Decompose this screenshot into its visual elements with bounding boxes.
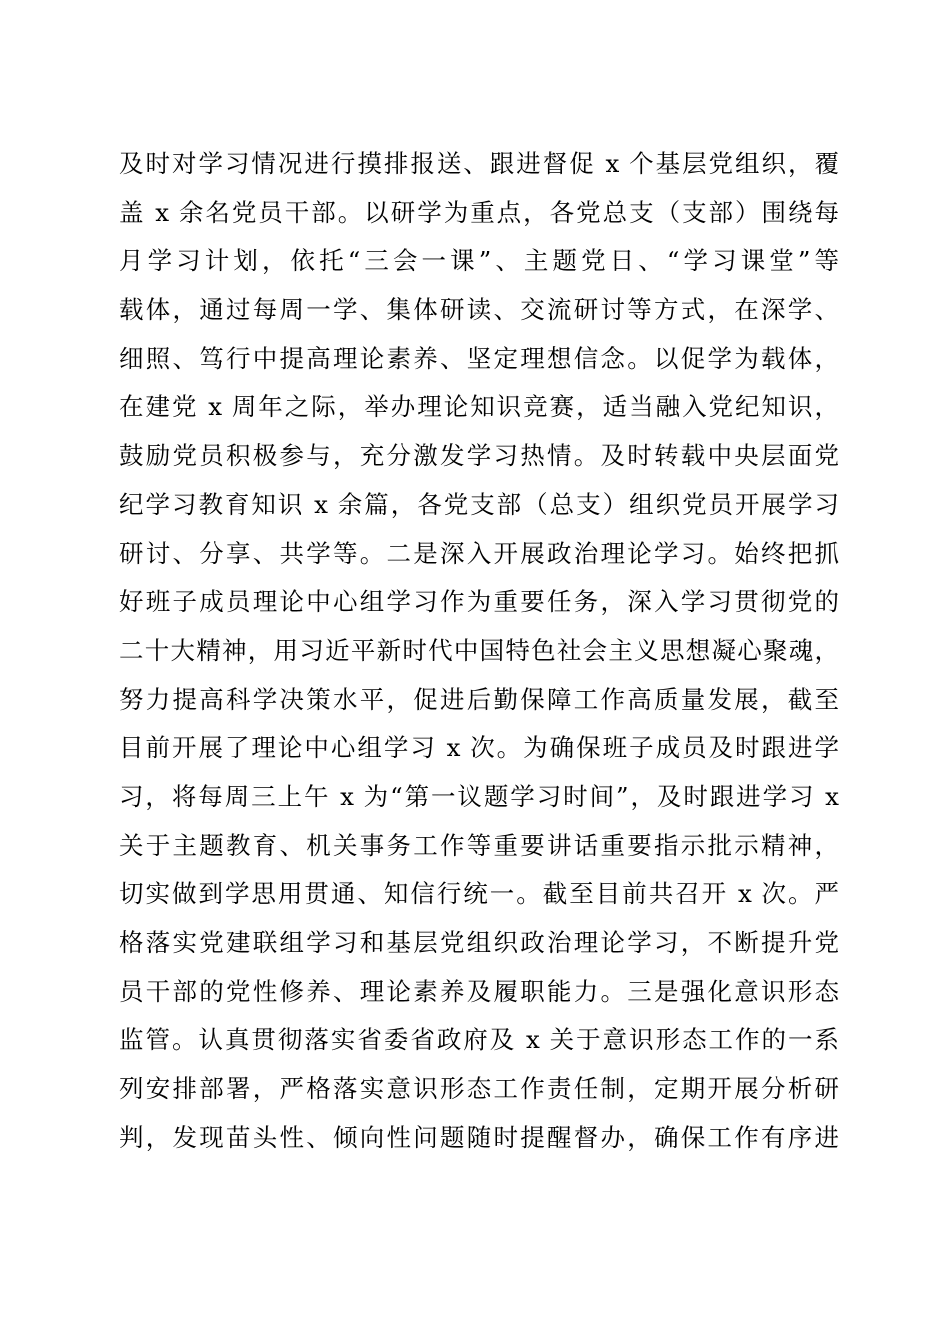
text-line: 细照、笃行中提高理论素养、坚定理想信念。以促学为载体， — [119, 343, 839, 373]
text-line: 在建党 x 周年之际，举办理论知识竞赛，适当融入党纪知识， — [119, 392, 839, 422]
text-line: 努力提高科学决策水平，促进后勤保障工作高质量发展，截至 — [119, 684, 839, 714]
text-line: 月学习计划，依托“三会一课”、主题党日、“学习课堂”等 — [119, 246, 839, 276]
body-text — [119, 140, 839, 1162]
text-line: 鼓励党员积极参与，充分激发学习热情。及时转载中央层面党 — [119, 441, 839, 471]
text-line: 盖 x 余名党员干部。以研学为重点，各党总支（支部）围绕每 — [119, 197, 839, 227]
text-line: 目前开展了理论中心组学习 x 次。为确保班子成员及时跟进学 — [119, 733, 839, 763]
text-line: 员干部的党性修养、理论素养及履职能力。三是强化意识形态 — [119, 976, 839, 1006]
text-line: 二十大精神，用习近平新时代中国特色社会主义思想凝心聚魂， — [119, 635, 839, 665]
text-line: 及时对学习情况进行摸排报送、跟进督促 x 个基层党组织，覆 — [119, 149, 839, 178]
text-line: 格落实党建联组学习和基层党组织政治理论学习，不断提升党 — [119, 928, 839, 957]
text-line: 关于主题教育、机关事务工作等重要讲话重要指示批示精神， — [119, 830, 839, 860]
text-line: 列安排部署，严格落实意识形态工作责任制，定期开展分析研 — [119, 1074, 839, 1104]
text-line: 监管。认真贯彻落实省委省政府及 x 关于意识形态工作的一系 — [119, 1025, 839, 1055]
text-line: 研讨、分享、共学等。二是深入开展政治理论学习。始终把抓 — [119, 538, 839, 568]
text-line: 习，将每周三上午 x 为“第一议题学习时间”，及时跟进学习 x — [119, 781, 839, 811]
text-line: 载体，通过每周一学、集体研读、交流研讨等方式，在深学、 — [119, 295, 839, 325]
text-line: 判，发现苗头性、倾向性问题随时提醒督办，确保工作有序进 — [119, 1122, 839, 1152]
text-line: 好班子成员理论中心组学习作为重要任务，深入学习贯彻党的 — [119, 587, 839, 617]
text-line: 切实做到学思用贯通、知信行统一。截至目前共召开 x 次。严 — [119, 879, 839, 909]
text-line: 纪学习教育知识 x 余篇，各党支部（总支）组织党员开展学习 — [119, 489, 839, 519]
